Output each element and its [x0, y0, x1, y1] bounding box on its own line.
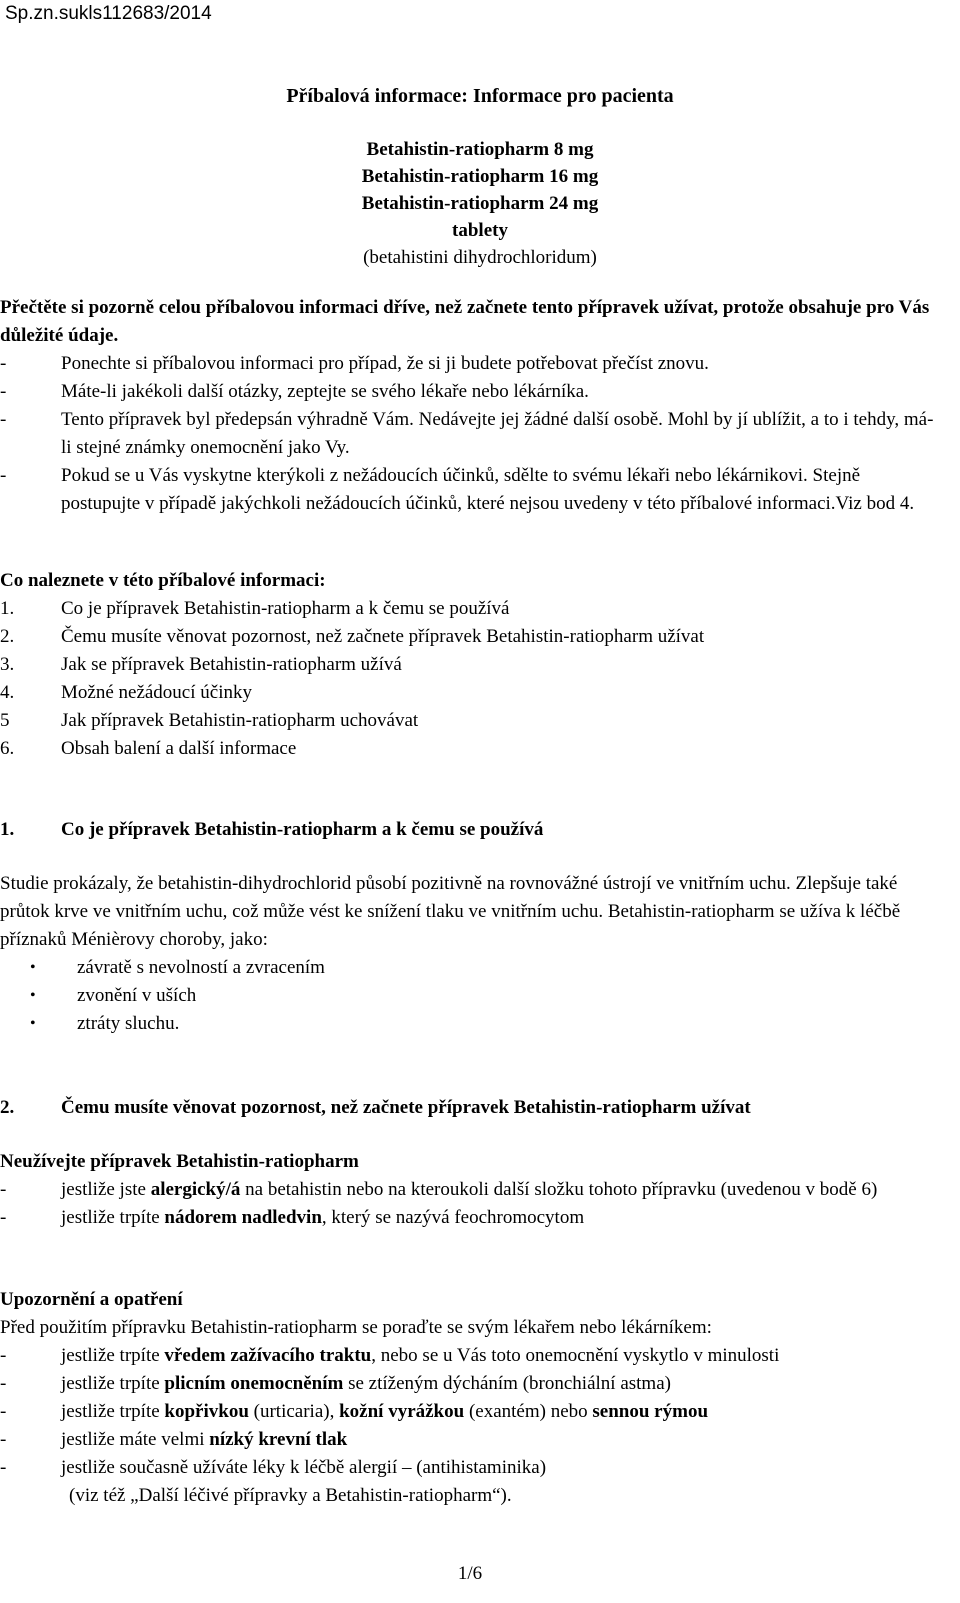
warning-item: - jestliže trpíte plicním onemocněním se ztíženým dýcháním (bronchiální astma)	[0, 1373, 671, 1394]
warning-item: - jestliže trpíte vředem zažívacího traktu, nebo se u Vás toto onemocnění vyskytlo v minulosti	[0, 1345, 780, 1366]
active-substance: (betahistini dihydrochloridum)	[363, 247, 597, 268]
section-1-paragraph: Studie prokázaly, že betahistin-dihydrochlorid působí pozitivně na rovnovážné ústrojí ve vnitřním uchu. Zlepšuje také průtok krve ve vnitřním uchu, což může vést ke snížení tlaku ve vnitřním uchu. Betahistin-ratiopharm se užíva k léčbě příznaků Ménièrovy choroby, jako:	[0, 873, 901, 950]
symptom-item: • zvonění v uších	[30, 985, 197, 1006]
intro-bullet: - Pokud se u Vás vyskytne kterýkoli z nežádoucích účinků, sdělte to svému lékaři nebo lékárnikovi. Stejně postupujte v případě jakýchkoli nežádoucích účinků, které nejsou uvedeny v této příbalové informaci.Viz bod 4.	[0, 465, 915, 514]
intro-bullet: - Máte-li jakékoli další otázky, zeptejte se svého lékaře nebo lékárníka.	[0, 381, 589, 402]
dosage-form: tablety	[452, 220, 508, 241]
warning-item: - jestliže současně užíváte léky k léčbě alergií – (antihistaminika) (viz též „Další léčivé přípravky a Betahistin-ratiopharm“).	[0, 1457, 547, 1506]
warnings-intro: Před použitím přípravku Betahistin-ratiopharm se poraďte se svým lékařem nebo lékárníkem:	[0, 1317, 712, 1338]
section-1-heading: 1. Co je přípravek Betahistin-ratiopharm a k čemu se používá	[0, 819, 544, 840]
section-1-body	[0, 870, 940, 1038]
page-number: 1/6	[457, 1563, 483, 1584]
warnings-block	[0, 1286, 940, 1510]
dont-use-item: - jestliže trpíte nádorem nadledvin, který se nazývá feochromocytom	[0, 1207, 585, 1228]
product-name: Betahistin-ratiopharm 16 mg	[361, 166, 599, 187]
dont-use-block	[0, 1148, 940, 1232]
warnings-heading: Upozornění a opatření	[0, 1289, 183, 1310]
intro-block	[0, 294, 940, 518]
product-name: Betahistin-ratiopharm 24 mg	[361, 193, 599, 214]
contents-item: 2. Čemu musíte věnovat pozornost, než začnete přípravek Betahistin-ratiopharm užívat	[0, 626, 705, 647]
contents-item: 6. Obsah balení a další informace	[0, 738, 297, 759]
read-carefully-notice: Přečtěte si pozorně celou příbalovou informaci dříve, než začnete tento přípravek užívat, protože obsahuje pro Vás důležité údaje.	[0, 297, 930, 346]
contents-item: 1. Co je přípravek Betahistin-ratiopharm a k čemu se používá	[0, 598, 510, 619]
document-title: Příbalová informace: Informace pro pacienta	[286, 85, 674, 107]
product-name: Betahistin-ratiopharm 8 mg	[366, 139, 594, 160]
section-2-heading: 2. Čemu musíte věnovat pozornost, než začnete přípravek Betahistin-ratiopharm užívat	[0, 1097, 751, 1118]
contents-item: 5 Jak přípravek Betahistin-ratiopharm uchovávat	[0, 710, 419, 731]
contents-item: 3. Jak se přípravek Betahistin-ratiopharm užívá	[0, 654, 402, 675]
contents-heading: Co naleznete v této příbalové informaci:	[0, 570, 326, 591]
intro-bullet: - Ponechte si příbalovou informaci pro případ, že si ji budete potřebovat přečíst znovu.	[0, 353, 709, 374]
warning-item: - jestliže trpíte kopřivkou (urticaria), kožní vyrážkou (exantém) nebo sennou rýmou	[0, 1401, 709, 1422]
warning-item: - jestliže máte velmi nízký krevní tlak	[0, 1429, 348, 1450]
reference-number: Sp.zn.sukls112683/2014	[5, 3, 212, 24]
product-names	[0, 136, 960, 271]
dont-use-item: - jestliže jste alergický/á na betahistin nebo na kteroukoli další složku tohoto přípravku (uvedenou v bodě 6)	[0, 1179, 878, 1200]
symptom-item: • závratě s nevolností a zvracením	[30, 957, 325, 978]
contents-block	[0, 567, 940, 763]
contents-item: 4. Možné nežádoucí účinky	[0, 682, 252, 703]
dont-use-heading: Neužívejte přípravek Betahistin-ratiopharm	[0, 1151, 359, 1172]
intro-bullet: - Tento přípravek byl předepsán výhradně Vám. Nedávejte jej žádné další osobě. Mohl by jí ublížit, a to i tehdy, má-li stejné známky onemocnění jako Vy.	[0, 409, 934, 458]
symptom-item: • ztráty sluchu.	[30, 1013, 180, 1034]
